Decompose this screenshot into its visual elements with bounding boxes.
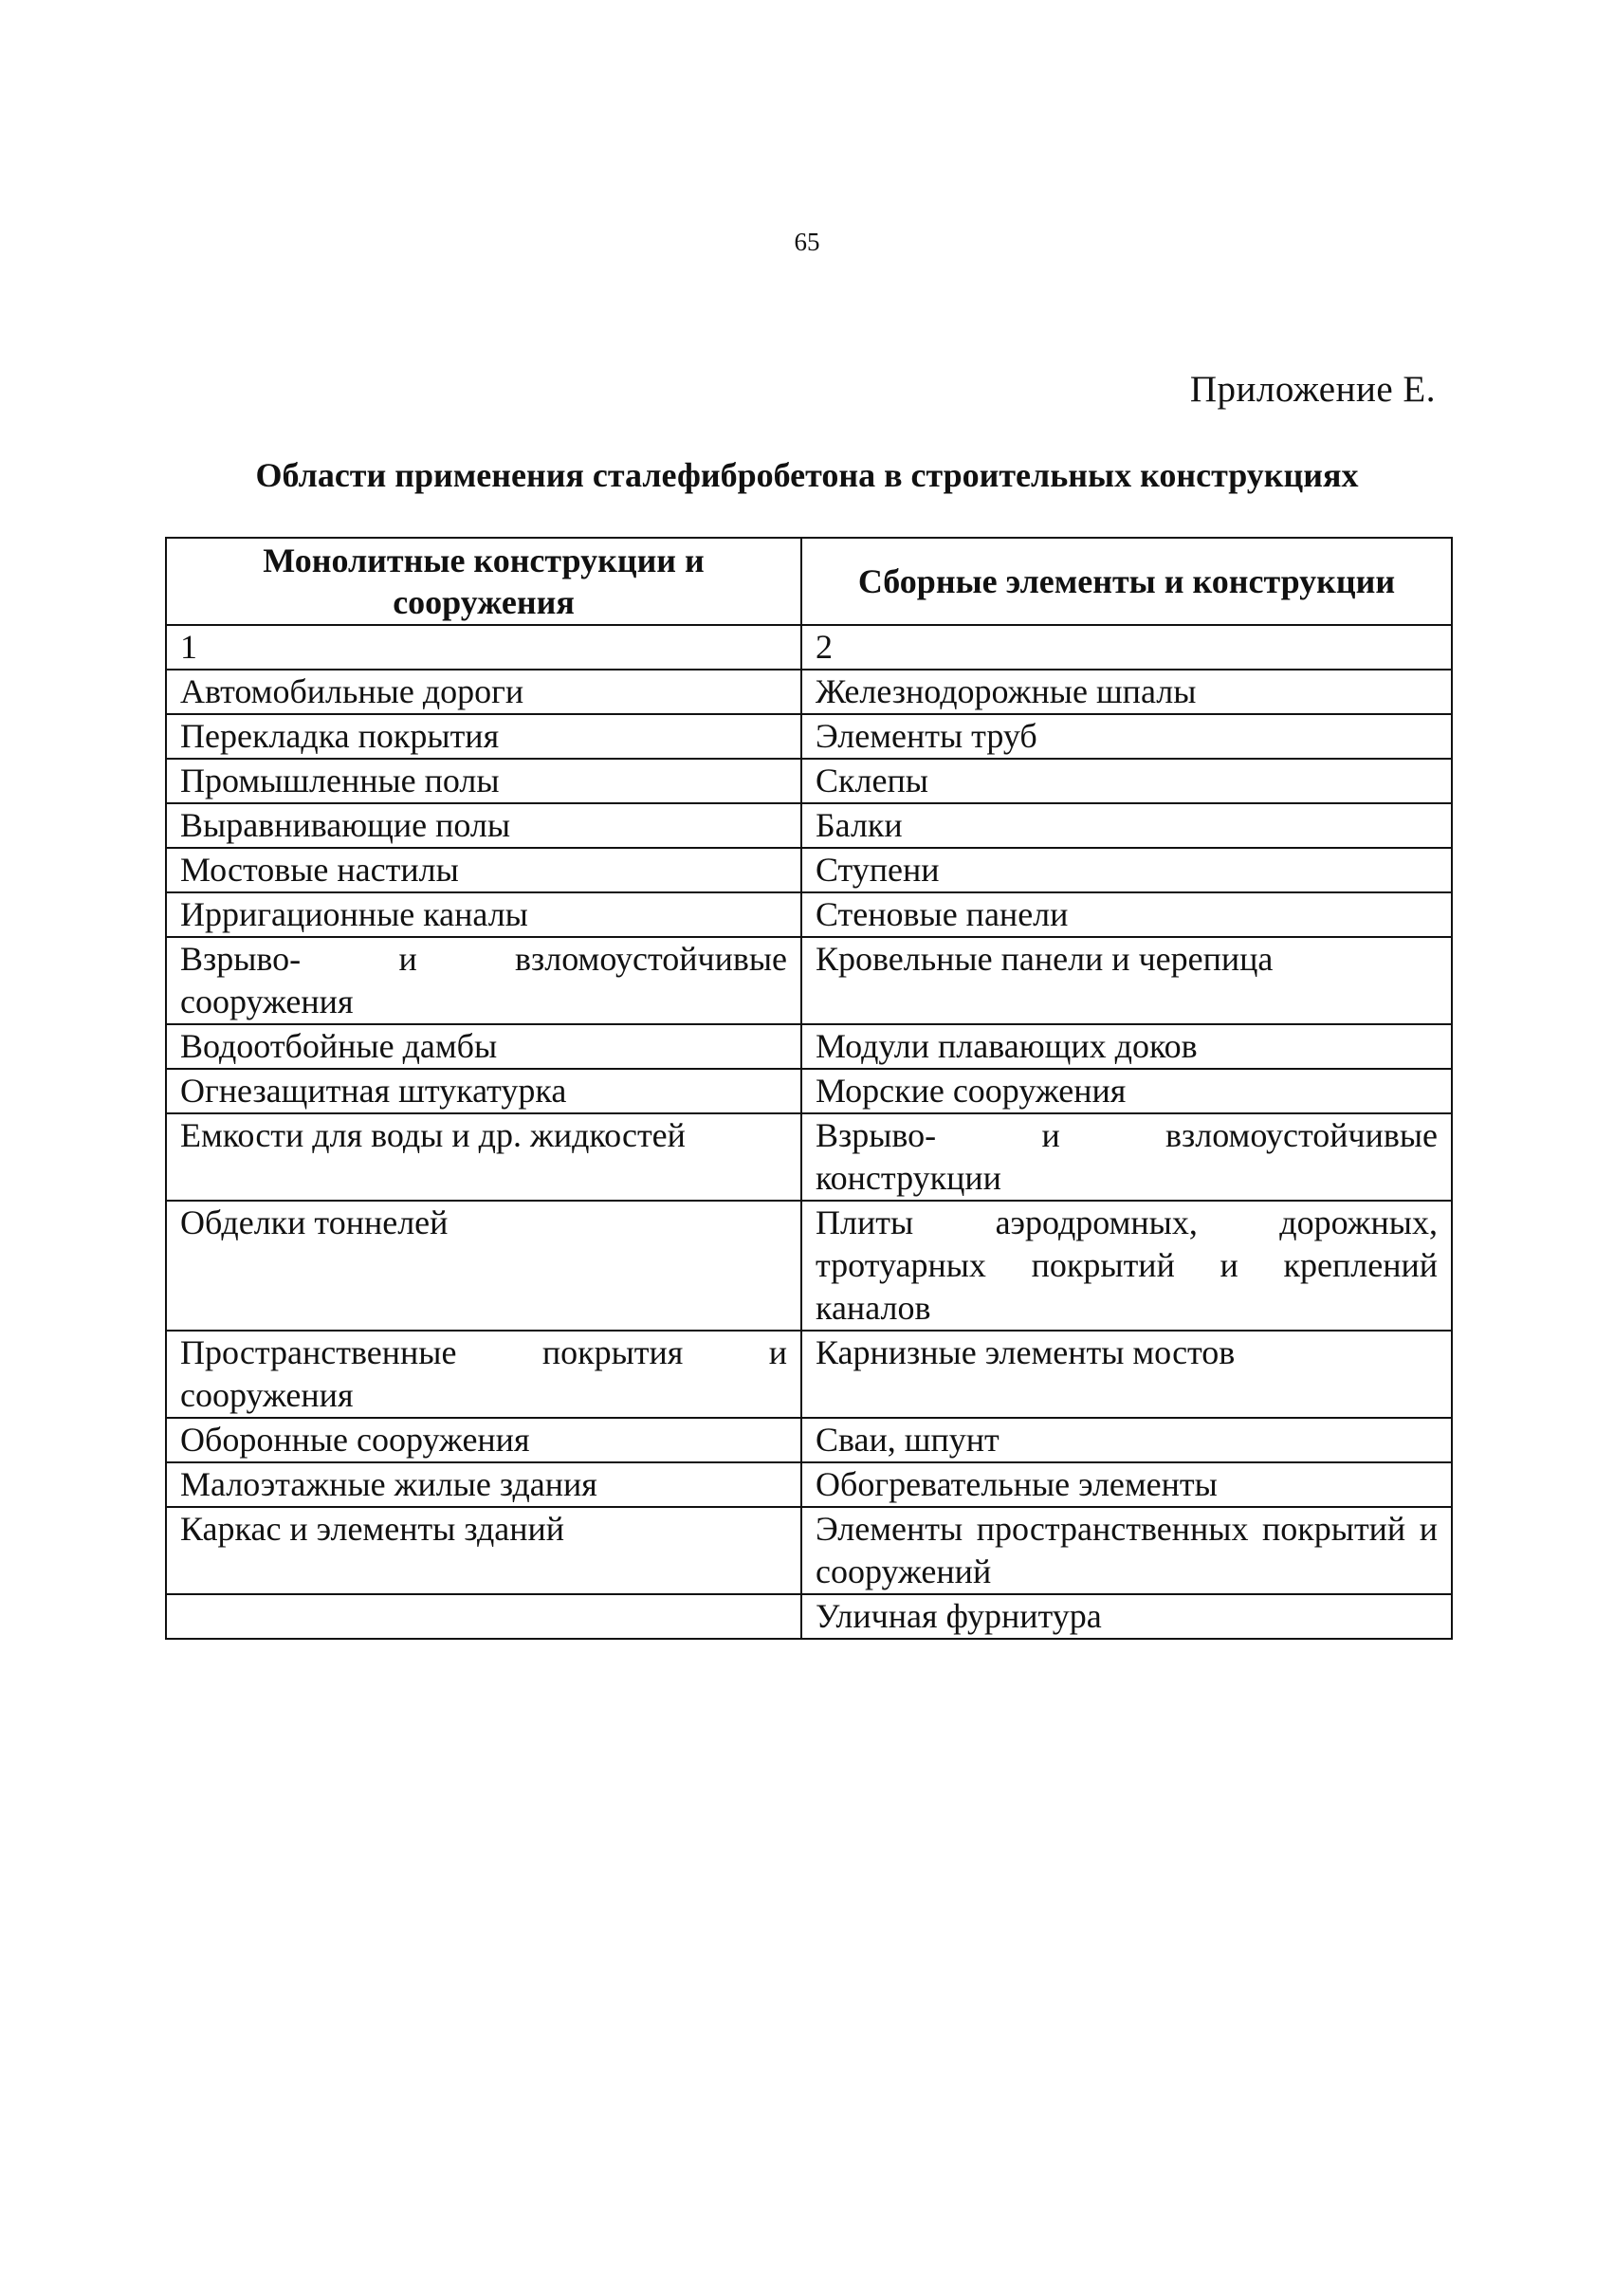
monolithic-cell: Каркас и элементы зданий <box>166 1507 801 1594</box>
precast-cell: Модули плавающих доков <box>801 1024 1452 1069</box>
monolithic-cell: Ирригационные каналы <box>166 892 801 937</box>
column-number: 2 <box>801 625 1452 670</box>
monolithic-cell: Оборонные сооружения <box>166 1418 801 1462</box>
precast-cell: Обогревательные элементы <box>801 1462 1452 1507</box>
table-row <box>166 1331 1452 1418</box>
monolithic-cell: Емкости для воды и др. жидкостей <box>166 1113 801 1201</box>
monolithic-cell: Водоотбойные дамбы <box>166 1024 801 1069</box>
precast-cell: Уличная фурнитура <box>801 1594 1452 1639</box>
precast-cell: Элементы труб <box>801 714 1452 759</box>
monolithic-cell: Пространственные покрытия и сооружения <box>166 1331 801 1418</box>
table-row <box>166 1462 1452 1507</box>
column-number-row <box>166 625 1452 670</box>
table-row <box>166 937 1452 1024</box>
table-row <box>166 1069 1452 1113</box>
column-number: 1 <box>166 625 801 670</box>
precast-cell: Балки <box>801 803 1452 848</box>
monolithic-cell: Взрыво- и взломоустойчивые сооружения <box>166 937 801 1024</box>
precast-cell: Элементы пространственных покрытий и сооружений <box>801 1507 1452 1594</box>
table-row <box>166 1418 1452 1462</box>
precast-cell: Морские сооружения <box>801 1069 1452 1113</box>
monolithic-cell: Огнезащитная штукатурка <box>166 1069 801 1113</box>
precast-cell: Железнодорожные шпалы <box>801 670 1452 714</box>
table-row <box>166 1507 1452 1594</box>
precast-cell: Взрыво- и взломоустойчивые конструкции <box>801 1113 1452 1201</box>
table-row <box>166 1024 1452 1069</box>
monolithic-cell: Обделки тоннелей <box>166 1201 801 1331</box>
monolithic-cell: Перекладка покрытия <box>166 714 801 759</box>
applications-table <box>165 537 1453 1640</box>
precast-cell: Кровельные панели и черепица <box>801 937 1452 1024</box>
table-row <box>166 1594 1452 1639</box>
monolithic-cell: Мостовые настилы <box>166 848 801 892</box>
monolithic-cell: Малоэтажные жилые здания <box>166 1462 801 1507</box>
monolithic-cell: Промышленные полы <box>166 759 801 803</box>
header-monolithic: Монолитные конструкции и сооружения <box>166 538 801 625</box>
appendix-label: Приложение Е. <box>1189 369 1436 410</box>
monolithic-cell <box>166 1594 801 1639</box>
page-title: Области применения сталефибробетона в строительных конструкциях <box>255 456 1359 494</box>
table-header-row <box>166 538 1452 625</box>
precast-cell: Склепы <box>801 759 1452 803</box>
precast-cell: Сваи, шпунт <box>801 1418 1452 1462</box>
table-row <box>166 892 1452 937</box>
table-row <box>166 803 1452 848</box>
table-row <box>166 848 1452 892</box>
header-precast: Сборные элементы и конструкции <box>801 538 1452 625</box>
precast-cell: Плиты аэродромных, дорожных, тротуарных покрытий и креплений каналов <box>801 1201 1452 1331</box>
precast-cell: Карнизные элементы мостов <box>801 1331 1452 1418</box>
precast-cell: Стеновые панели <box>801 892 1452 937</box>
table-row <box>166 714 1452 759</box>
table-row <box>166 670 1452 714</box>
table-row <box>166 759 1452 803</box>
monolithic-cell: Автомобильные дороги <box>166 670 801 714</box>
precast-cell: Ступени <box>801 848 1452 892</box>
table-row <box>166 1201 1452 1331</box>
table-row <box>166 1113 1452 1201</box>
monolithic-cell: Выравнивающие полы <box>166 803 801 848</box>
page-number: 65 <box>794 228 820 256</box>
